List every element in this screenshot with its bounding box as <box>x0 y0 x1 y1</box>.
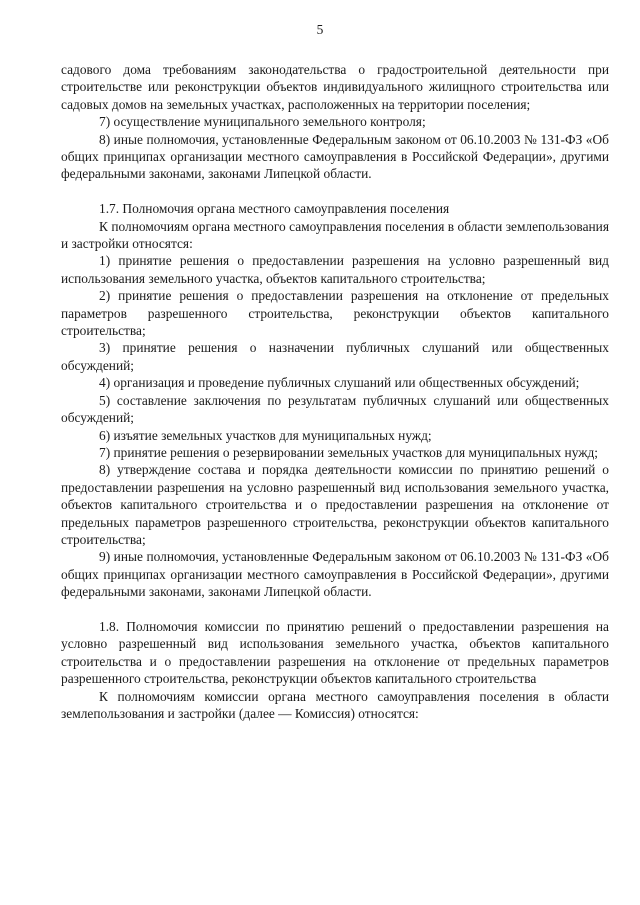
paragraph-item-7-land-control: 7) осуществление муниципального земельного контроля; <box>99 114 426 130</box>
paragraph-commission-powers-intro: К полномочиям комиссии органа местного самоуправления поселения в области землепользования и застройки (далее — Комиссия) относятся: <box>61 688 609 721</box>
list-item-9: 9) иные полномочия, установленные Федеральным законом от 06.10.2003 № 131-ФЗ «Об общих принципах организации местного самоуправления в Российской Федерации», другими федеральными законами, законами Липецкой области. <box>61 549 609 600</box>
paragraph-garden-house-continuation: садового дома требованиям законодательства о градостроительной деятельности при строительстве или реконструкции объектов индивидуального жилищного строительства или садовых домов на земельных участках, расположенных на территории поселения; <box>61 62 609 112</box>
list-item-8: 8) утверждение состава и порядка деятельности комиссии по принятию решений о предоставлении разрешения на условно разрешенный вид использования земельного участка, объектов капитального строительства и о предоставлении разрешения на отклонение от предельных параметров разрешенного строительства, реконструкции объектов капитального строительства; <box>61 462 609 547</box>
page-number: 5 <box>316 22 324 37</box>
paragraph-item-8-other-powers: 8) иные полномочия, установленные Федеральным законом от 06.10.2003 № 131-ФЗ «Об общих принципах организации местного самоуправления в Российской Федерации», другими федеральными законами, законами Липецкой области. <box>61 131 609 182</box>
list-item-6: 6) изъятие земельных участков для муниципальных нужд; <box>99 427 432 443</box>
list-item-1: 1) принятие решения о предоставлении разрешения на условно разрешенный вид использования земельного участка, объектов капитального строительства; <box>61 253 609 286</box>
list-item-7: 7) принятие решения о резервировании земельных участков для муниципальных нужд; <box>99 444 599 460</box>
list-item-5: 5) составление заключения по результатам публичных слушаний или общественных обсуждений; <box>61 392 609 426</box>
paragraph-powers-intro: К полномочиям органа местного самоуправления поселения в области землепользования и застройки относятся: <box>61 218 609 252</box>
list-item-2: 2) принятие решения о предоставлении разрешения на отклонение от предельных параметров разрешенного строительства, реконструкции объектов капитального строительства; <box>61 288 609 339</box>
section-heading-1-7: 1.7. Полномочия органа местного самоуправления поселения <box>99 201 450 217</box>
document-body <box>61 61 609 722</box>
list-item-4: 4) организация и проведение публичных слушаний или общественных обсуждений; <box>99 375 580 391</box>
list-item-3: 3) принятие решения о назначении публичных слушаний или общественных обсуждений; <box>61 340 609 373</box>
section-heading-1-8: 1.8. Полномочия комиссии по принятию решений о предоставлении разрешения на условно разрешенный вид использования земельного участка, объектов капитального строительства и о предоставлении разрешения на отклонение от предельных параметров разрешенного строительства, реконструкции объектов капитального строительства <box>61 618 609 687</box>
